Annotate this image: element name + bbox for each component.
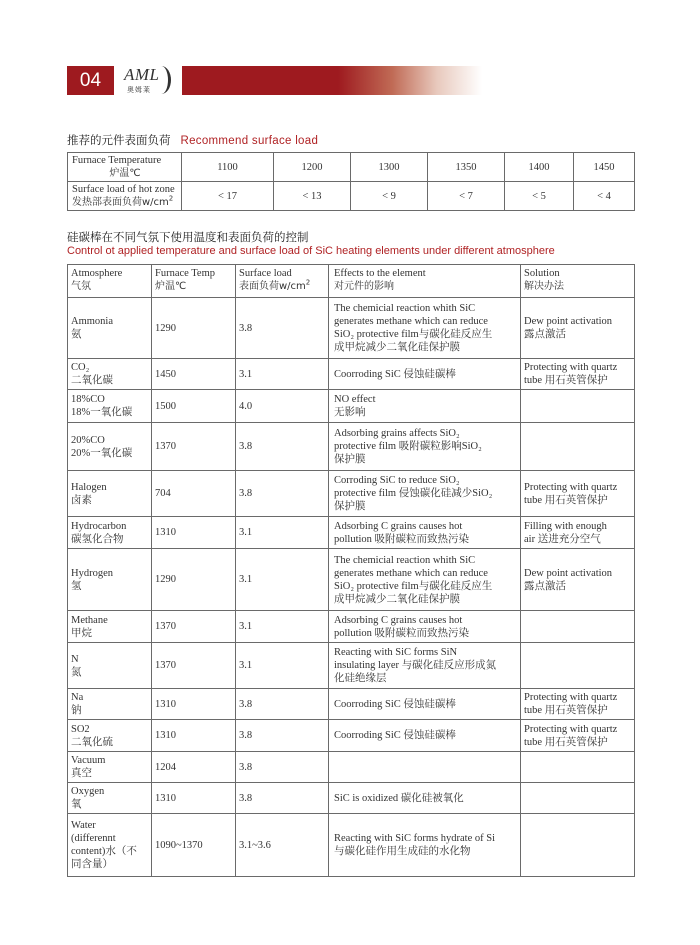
- effect-cell: [329, 752, 521, 783]
- furnace-temp-cell: 1204: [152, 752, 236, 783]
- logo-arc-icon: [152, 66, 171, 94]
- section1-title: [67, 132, 318, 148]
- solution-cell: Protecting with quartz tube 用石英管保护: [521, 720, 635, 752]
- atmosphere-row: [68, 720, 635, 752]
- solution-cell: [521, 752, 635, 783]
- temp-cell: 1450: [574, 153, 635, 182]
- surface-load-cell: 3.8: [236, 689, 329, 720]
- atmosphere-cell: Water (differennt content)水（不 同含量）: [68, 814, 152, 877]
- solution-cell: [521, 390, 635, 423]
- effect-cell: Adsorbing grains affects SiO₂ protective film 吸附碳粒影响SiO₂ 保护膜: [329, 423, 521, 471]
- page-number: 04: [67, 66, 114, 95]
- solution-cell: Protecting with quartz tube 用石英管保护: [521, 471, 635, 517]
- section1-title-en: Recommend surface load: [180, 135, 319, 147]
- load-cell: < 17: [182, 182, 274, 211]
- furnace-temp-cell: 704: [152, 471, 236, 517]
- header-atmosphere: Atmosphere 气氛: [68, 265, 152, 298]
- furnace-temp-cell: 1290: [152, 298, 236, 359]
- load-cell: < 13: [274, 182, 351, 211]
- atmosphere-cell: Hydrogen 氢: [68, 549, 152, 611]
- load-cell: < 7: [428, 182, 505, 211]
- furnace-temp-cell: 1290: [152, 549, 236, 611]
- section1-title-zh: 推荐的元件表面负荷: [67, 133, 171, 147]
- logo-text: AML: [124, 65, 160, 84]
- effect-cell: Adsorbing C grains causes hot pollution 吸附碳粒而致热污染: [329, 611, 521, 643]
- atmosphere-cell: Halogen 卤素: [68, 471, 152, 517]
- solution-cell: Dew point activation 露点激活: [521, 549, 635, 611]
- solution-cell: [521, 783, 635, 814]
- atmosphere-row: [68, 298, 635, 359]
- atmosphere-cell: Na 钠: [68, 689, 152, 720]
- atmosphere-row: [68, 549, 635, 611]
- temp-cell: 1300: [351, 153, 428, 182]
- aml-logo: [122, 64, 172, 98]
- solution-cell: Protecting with quartz tube 用石英管保护: [521, 689, 635, 720]
- surface-load-cell: 3.8: [236, 298, 329, 359]
- header-surface-load: Surface load 表面负荷$w/cm^2$: [236, 265, 329, 298]
- furnace-temp-cell: 1090~1370: [152, 814, 236, 877]
- atmosphere-row: [68, 643, 635, 689]
- atmosphere-control-table: [67, 264, 635, 877]
- effect-cell: The chemicial reaction whith SiC generates methane which can reduce SiO₂ protective film与碳化硅反应生 成甲烷减少二氧化硅保护膜: [329, 298, 521, 359]
- effect-cell: NO effect 无影响: [329, 390, 521, 423]
- furnace-temp-cell: 1310: [152, 720, 236, 752]
- header-furnace-temp: Furnace Temp 炉温℃: [152, 265, 236, 298]
- header-effects: Effects to the element 对元件的影响: [329, 265, 521, 298]
- surface-load-cell: 3.8: [236, 423, 329, 471]
- surface-load-cell: 3.8: [236, 783, 329, 814]
- furnace-temp-cell: 1370: [152, 423, 236, 471]
- row-header-load: Surface load of hot zone 发热部表面负荷$w/cm^2$: [68, 182, 182, 211]
- atmosphere-cell: 18%CO 18%一氧化碳: [68, 390, 152, 423]
- atmosphere-cell: SO2 二氧化硫: [68, 720, 152, 752]
- effect-cell: SiC is oxidized 碳化硅被氧化: [329, 783, 521, 814]
- surface-load-cell: 3.1: [236, 359, 329, 390]
- solution-cell: [521, 611, 635, 643]
- temp-cell: 1200: [274, 153, 351, 182]
- surface-load-cell: 3.1~3.6: [236, 814, 329, 877]
- atmosphere-row: [68, 359, 635, 390]
- solution-cell: Dew point activation 露点激活: [521, 298, 635, 359]
- load-cell: < 5: [505, 182, 574, 211]
- temp-cell: 1100: [182, 153, 274, 182]
- atmosphere-row: [68, 752, 635, 783]
- atmosphere-cell: Vacuum 真空: [68, 752, 152, 783]
- atmosphere-cell: N 氮: [68, 643, 152, 689]
- solution-cell: Protecting with quartz tube 用石英管保护: [521, 359, 635, 390]
- atmosphere-cell: Ammonia 氨: [68, 298, 152, 359]
- row-header-temperature: Furnace Temperature 炉温℃: [68, 153, 182, 182]
- surface-load-cell: 3.8: [236, 752, 329, 783]
- surface-load-cell: 3.1: [236, 517, 329, 549]
- effect-cell: Coorroding SiC 侵蚀硅碳棒: [329, 720, 521, 752]
- effect-cell: Coorroding SiC 侵蚀硅碳棒: [329, 689, 521, 720]
- atmosphere-row: [68, 517, 635, 549]
- temp-cell: 1350: [428, 153, 505, 182]
- surface-load-cell: 3.1: [236, 611, 329, 643]
- atmosphere-row: [68, 423, 635, 471]
- atmosphere-row: [68, 814, 635, 877]
- surface-load-cell: 3.8: [236, 471, 329, 517]
- atmosphere-row: [68, 471, 635, 517]
- load-row: [68, 182, 635, 211]
- atmosphere-row: [68, 390, 635, 423]
- solution-cell: [521, 643, 635, 689]
- atmosphere-cell: CO₂ 二氧化碳: [68, 359, 152, 390]
- furnace-temp-cell: 1500: [152, 390, 236, 423]
- header-row: [68, 265, 635, 298]
- surface-load-cell: 3.8: [236, 720, 329, 752]
- surface-load-cell: 3.1: [236, 643, 329, 689]
- load-cell: < 4: [574, 182, 635, 211]
- surface-load-cell: 3.1: [236, 549, 329, 611]
- temp-cell: 1400: [505, 153, 574, 182]
- atmosphere-row: [68, 783, 635, 814]
- atmosphere-cell: Oxygen 氧: [68, 783, 152, 814]
- logo-subtext: 奥姆莱: [127, 86, 151, 94]
- furnace-temp-cell: 1450: [152, 359, 236, 390]
- furnace-temp-cell: 1310: [152, 689, 236, 720]
- effect-cell: The chemicial reaction whith SiC generates methane which can reduce SiO₂ protective film与碳化硅反应生 成甲烷减少二氧化硅保护膜: [329, 549, 521, 611]
- effect-cell: Reacting with SiC forms SiN insulating layer 与碳化硅反应形成氮 化硅绝缘层: [329, 643, 521, 689]
- header-band: [182, 66, 482, 95]
- furnace-temp-cell: 1370: [152, 643, 236, 689]
- effect-cell: Adsorbing C grains causes hot pollution 吸附碳粒而致热污染: [329, 517, 521, 549]
- atmosphere-cell: Methane 甲烷: [68, 611, 152, 643]
- atmosphere-row: [68, 611, 635, 643]
- atmosphere-row: [68, 689, 635, 720]
- solution-cell: [521, 814, 635, 877]
- temperature-row: [68, 153, 635, 182]
- furnace-temp-cell: 1370: [152, 611, 236, 643]
- recommend-surface-load-table: [67, 152, 635, 211]
- header-solution: Solution 解决办法: [521, 265, 635, 298]
- section2-title-en: Control ot applied temperature and surface load of SiC heating elements under different atmosphere: [67, 245, 555, 257]
- section2-title-zh: 硅碳棒在不同气氛下使用温度和表面负荷的控制: [67, 230, 309, 244]
- effect-cell: Coorroding SiC 侵蚀硅碳棒: [329, 359, 521, 390]
- solution-cell: [521, 423, 635, 471]
- atmosphere-cell: 20%CO 20%一氧化碳: [68, 423, 152, 471]
- atmosphere-cell: Hydrocarbon 碳氢化合物: [68, 517, 152, 549]
- solution-cell: Filling with enough air 送进充分空气: [521, 517, 635, 549]
- furnace-temp-cell: 1310: [152, 517, 236, 549]
- surface-load-cell: 4.0: [236, 390, 329, 423]
- furnace-temp-cell: 1310: [152, 783, 236, 814]
- effect-cell: Corroding SiC to reduce SiO₂ protective film 侵蚀碳化硅减少SiO₂ 保护膜: [329, 471, 521, 517]
- effect-cell: Reacting with SiC forms hydrate of Si 与碳化硅作用生成硅的水化物: [329, 814, 521, 877]
- load-cell: < 9: [351, 182, 428, 211]
